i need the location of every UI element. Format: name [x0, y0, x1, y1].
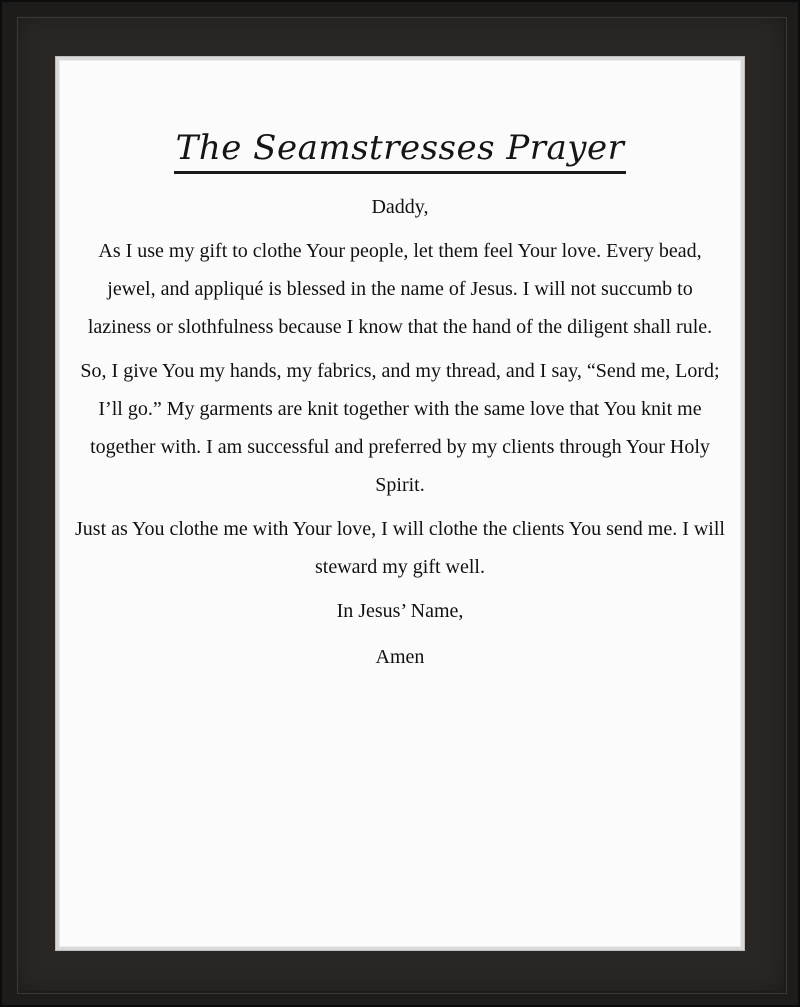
- paragraph-1: As I use my gift to clothe Your people, let them feel Your love. Every bead, jewel, and appliqué is blessed in the name of Jesus. I will not succumb to laziness or slothfulness because I know that the hand of the diligent shall rule.: [87, 240, 713, 338]
- prayer-title: The Seamstresses Prayer: [175, 128, 625, 168]
- paragraph-2: So, I give You my hands, my fabrics, and my thread, and I say, “Send me, Lord; I’ll go.” My garments are knit together with the same love that You knit me together with. I am successful and preferred by my clients through Your Holy Spirit.: [80, 360, 720, 496]
- title-underline: [174, 171, 627, 174]
- prayer-content: [70, 128, 730, 676]
- amen-line: Amen: [375, 646, 425, 668]
- title-block: [174, 128, 627, 174]
- closing-line: In Jesus’ Name,: [336, 600, 464, 622]
- paragraph-3: Just as You clothe me with Your love, I will clothe the clients You send me. I will steward my gift well.: [75, 518, 725, 578]
- salutation: Daddy,: [371, 196, 429, 218]
